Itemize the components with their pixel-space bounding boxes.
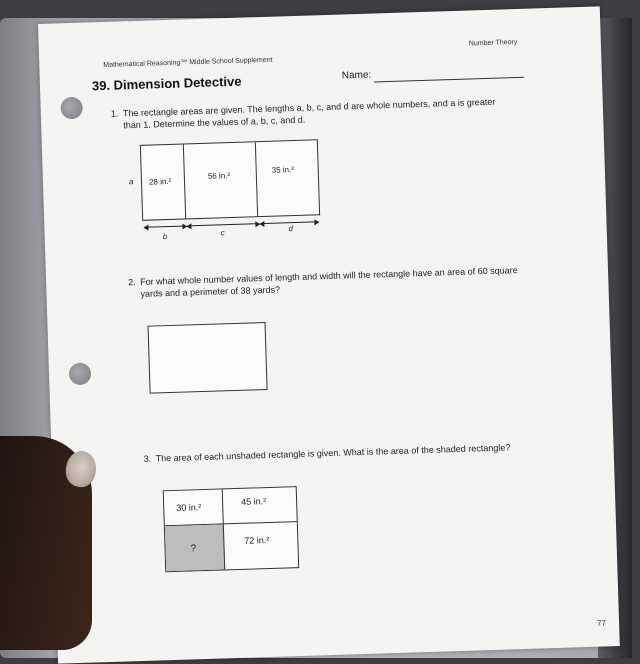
punch-hole bbox=[60, 97, 83, 120]
question-2 bbox=[128, 264, 518, 300]
topic-label: Number Theory bbox=[468, 38, 518, 48]
rectangle-cell bbox=[223, 487, 297, 524]
question-number: 1. bbox=[110, 108, 119, 119]
dimension-arrow-c bbox=[187, 223, 259, 226]
rectangle-cell bbox=[224, 522, 298, 569]
name-label: Name: bbox=[341, 69, 372, 82]
question-3 bbox=[144, 441, 511, 465]
area-label: 30 in.² bbox=[176, 502, 202, 513]
dimension-arrow-b bbox=[144, 225, 186, 227]
bottom-label-b: b bbox=[162, 232, 168, 242]
question-text: For what whole number values of length and width will the rectangle have an area of 60 square bbox=[139, 265, 518, 287]
question-text: yards and a perimeter of 38 yards? bbox=[140, 284, 281, 299]
worksheet-page bbox=[38, 6, 620, 663]
area-label: 28 in.² bbox=[148, 176, 172, 187]
name-line bbox=[374, 77, 524, 83]
supplement-label: Mathematical Reasoning™ Middle School Supplement bbox=[103, 56, 273, 69]
rectangle-cell bbox=[164, 489, 224, 526]
question-number: 3. bbox=[143, 453, 152, 464]
rectangle-cell bbox=[183, 142, 258, 218]
area-label: 45 in.² bbox=[240, 496, 267, 507]
area-label: 56 in.² bbox=[207, 171, 231, 181]
question-number: 2. bbox=[128, 277, 136, 288]
question-text: The rectangle areas are given. The lengths a, b, c, and d are whole numbers, and a is greater bbox=[122, 96, 496, 119]
area-rectangle-figure bbox=[140, 139, 320, 221]
unknown-area-label: ? bbox=[190, 543, 197, 555]
area-label: 72 in.² bbox=[244, 534, 270, 546]
area-label: 35 in.² bbox=[271, 165, 295, 175]
shaded-rectangle-figure bbox=[163, 486, 300, 572]
page-number: 77 bbox=[596, 618, 607, 628]
shaded-cell bbox=[165, 524, 225, 571]
bottom-label-d: d bbox=[288, 224, 294, 234]
side-label-a: a bbox=[128, 177, 134, 187]
blank-rectangle bbox=[148, 322, 268, 394]
bottom-label-c: c bbox=[220, 228, 225, 238]
rectangle-cell bbox=[255, 140, 319, 216]
question-1 bbox=[111, 96, 496, 132]
page-title: 39. Dimension Detective bbox=[91, 73, 242, 94]
punch-hole bbox=[69, 363, 92, 386]
question-text: than 1. Determine the values of a, b, c, and d. bbox=[123, 114, 306, 131]
rectangle-cell bbox=[141, 144, 186, 219]
question-text: The area of each unshaded rectangle is given. What is the area of the shaded rectangle? bbox=[155, 442, 511, 464]
